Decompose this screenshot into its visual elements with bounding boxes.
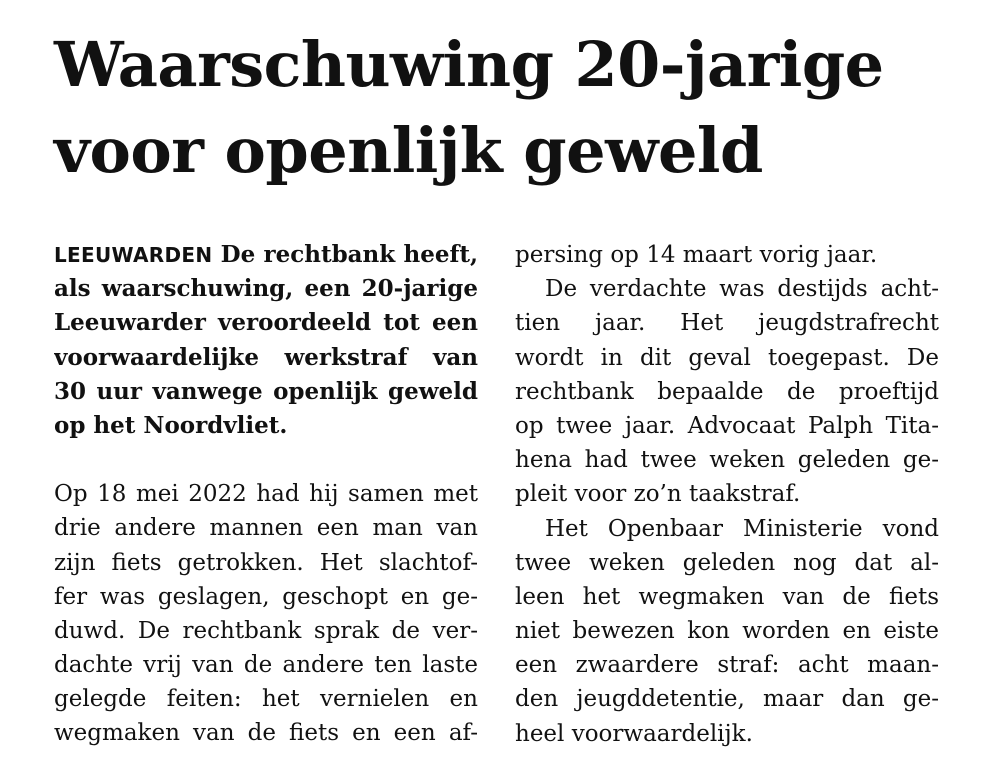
body-line: wegmaken van de fiets en een af- [54, 720, 478, 747]
body-line: een zwaardere straf: acht maan- [515, 652, 939, 679]
lead-line: als waarschuwing, een 20-jarige [54, 275, 478, 303]
lead-paragraph [54, 238, 478, 443]
body-paragraph-3 [515, 512, 939, 751]
article-column-right [515, 238, 939, 751]
body-paragraph-2 [515, 272, 939, 511]
lead-line-text: De rechtbank heeft, [220, 241, 478, 268]
body-line: gelegde feiten: het vernielen en [54, 686, 478, 713]
body-line: zijn fiets getrokken. Het slachtof- [54, 549, 478, 576]
body-line: op twee jaar. Advocaat Palph Tita- [515, 412, 939, 439]
body-line: hena had twee weken geleden ge- [515, 447, 939, 474]
body-line: den jeugddetentie, maar dan ge- [515, 686, 939, 713]
body-line: Op 18 mei 2022 had hij samen met [54, 481, 478, 508]
body-line: dachte vrij van de andere ten laste [54, 652, 478, 679]
body-line: pleit voor zo’n taakstraf. [515, 481, 801, 508]
headline-line-2: voor openlijk geweld [54, 114, 763, 187]
body-line: Het Openbaar Ministerie vond [545, 515, 939, 542]
body-line: duwd. De rechtbank sprak de ver- [54, 617, 478, 644]
lead-line: Leeuwarder veroordeeld tot een [54, 309, 478, 337]
lead-line: voorwaardelijke werkstraf van [54, 343, 478, 371]
paragraph-gap [54, 443, 478, 477]
body-line: fer was geslagen, geschopt en ge- [54, 583, 478, 610]
body-line: heel voorwaardelijk. [515, 720, 753, 747]
headline [54, 22, 954, 194]
body-line: tien jaar. Het jeugdstrafrecht [515, 310, 939, 337]
lead-line: 30 uur vanwege openlijk geweld [54, 377, 478, 405]
dateline: LEEUWARDEN [54, 243, 213, 267]
lead-line [54, 238, 478, 272]
headline-line-1: Waarschuwing 20-jarige [54, 28, 884, 101]
body-line: De verdachte was destijds acht- [545, 276, 939, 303]
body-line: rechtbank bepaalde de proeftijd [515, 378, 939, 405]
body-line: persing op 14 maart vorig jaar. [515, 242, 878, 268]
article-column-left [54, 238, 478, 751]
lead-line: op het Noordvliet. [54, 411, 288, 439]
body-line: niet bewezen kon worden en eiste [515, 618, 939, 645]
body-line: drie andere mannen een man van [54, 515, 478, 542]
body-paragraph-1-continued [515, 238, 939, 272]
body-line: leen het wegmaken van de fiets [515, 583, 939, 610]
body-paragraph-1 [54, 477, 478, 751]
body-line: wordt in dit geval toegepast. De [515, 344, 939, 371]
body-line: twee weken geleden nog dat al- [515, 549, 939, 576]
